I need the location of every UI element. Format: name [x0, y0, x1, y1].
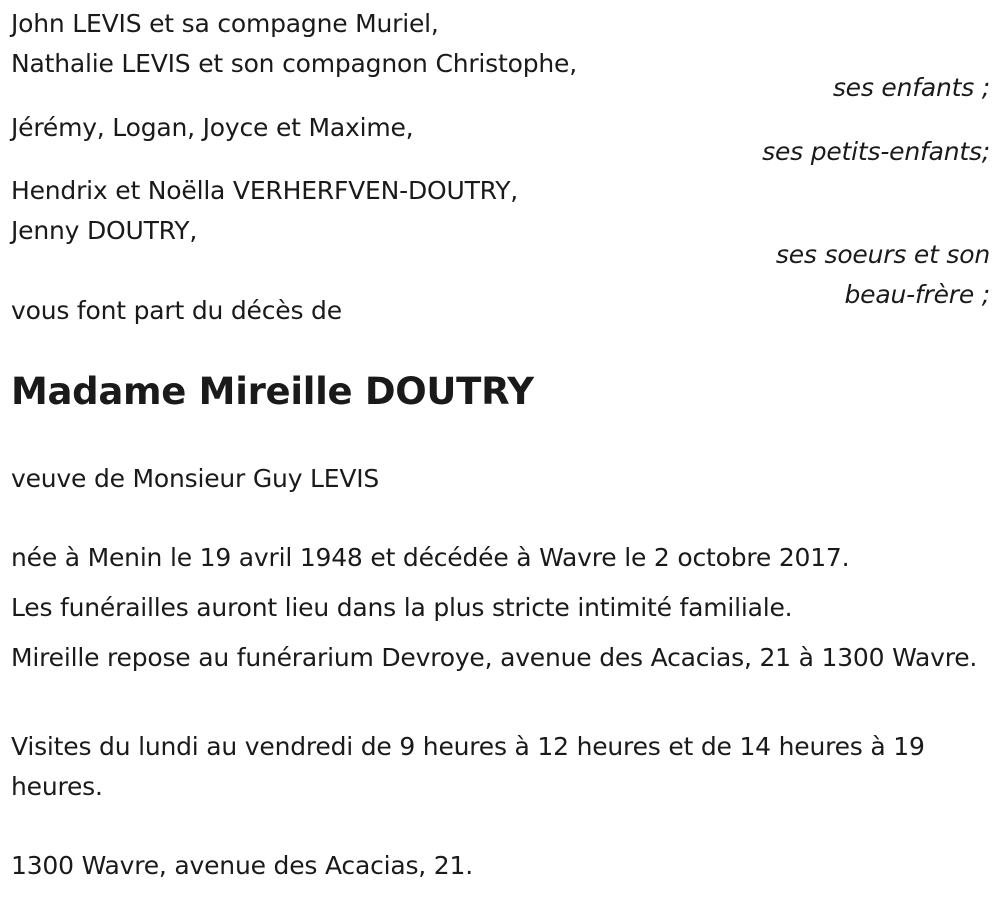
birth-death-text: née à Menin le 19 avril 1948 et décédée à Wavre le 2 octobre 2017.: [11, 543, 850, 572]
children-role: ses enfants ;: [832, 73, 990, 102]
funeral-text: Les funérailles auront lieu dans la plus stricte intimité familiale.: [11, 593, 793, 622]
children-line-1: John LEVIS et sa compagne Muriel,: [11, 9, 439, 38]
resting-place-text: Mireille repose au funérarium Devroye, avenue des Acacias, 21 à 1300 Wavre.: [11, 643, 978, 672]
grandchildren-role: ses petits-enfants;: [762, 137, 990, 166]
siblings-role-line-2: beau-frère ;: [844, 280, 990, 309]
address-text: 1300 Wavre, avenue des Acacias, 21.: [11, 851, 473, 880]
siblings-line-1: Hendrix et Noëlla VERHERFVEN-DOUTRY,: [11, 176, 519, 205]
siblings-line-2: Jenny DOUTRY,: [11, 216, 198, 245]
spouse-text: veuve de Monsieur Guy LEVIS: [11, 464, 380, 493]
grandchildren-line: Jérémy, Logan, Joyce et Maxime,: [11, 113, 414, 142]
announcement-text: vous font part du décès de: [11, 296, 342, 325]
children-line-2: Nathalie LEVIS et son compagnon Christophe,: [11, 49, 577, 78]
siblings-role-line-1: ses soeurs et son: [775, 240, 990, 269]
deceased-name: Madame Mireille DOUTRY: [11, 370, 534, 413]
visits-text: Visites du lundi au vendredi de 9 heures à 12 heures et de 14 heures à 19 heures.: [11, 732, 925, 801]
